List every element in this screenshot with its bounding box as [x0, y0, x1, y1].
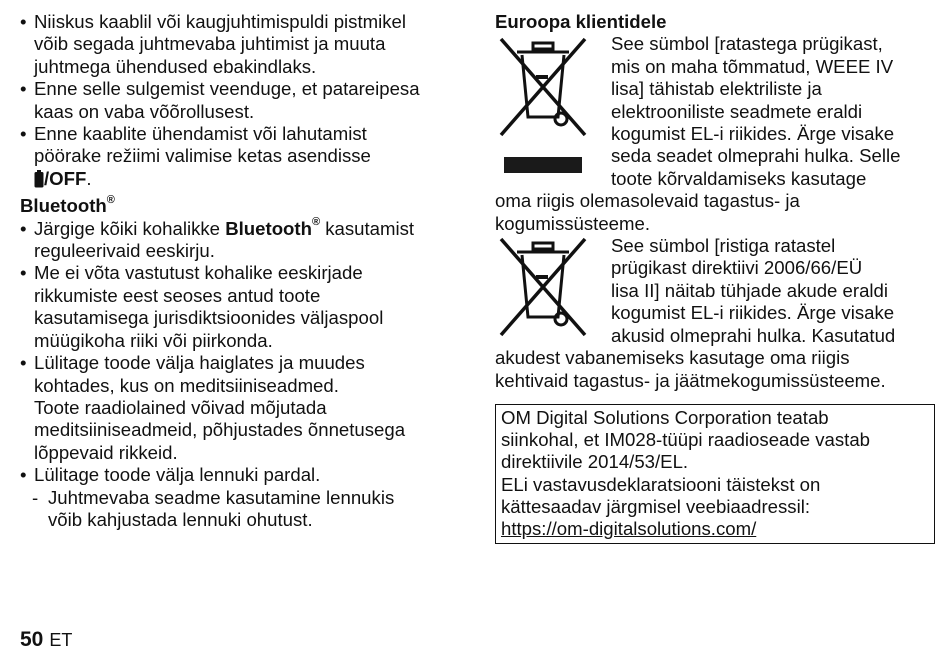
bt-text-line2: reguleerivaid eeskirju. — [34, 240, 215, 262]
bluetooth-bullet-item-line: Toote raadiolained võivad mõjutada — [34, 396, 327, 418]
battery-line: prügikast direktiivi 2006/66/EÜ — [611, 257, 863, 279]
bluetooth-bullet-item-line: kasutamisega jurisdiktsioonides väljaspool — [34, 307, 384, 329]
crossed-bin-icon — [495, 235, 591, 339]
weee-line: elektrooniliste seadmete eraldi — [611, 100, 863, 122]
bullet-item-line: kaas on vaba võõrollusest. — [34, 100, 255, 122]
bullet-bluetooth-rules — [20, 218, 470, 263]
section-heading: Euroopa klientidele — [495, 11, 667, 32]
weee-line: See sümbol [ratastega prügikast, — [611, 33, 883, 55]
declaration-text — [501, 407, 930, 518]
bt-text-bold — [225, 218, 320, 239]
declaration-line: ELi vastavusdeklaratsiooni täistekst on — [501, 473, 821, 495]
page-number: 50 — [20, 628, 44, 651]
battery-line: kogumist EL-i riikides. Ärge visake — [611, 302, 895, 324]
bullet-list-top — [20, 11, 470, 123]
battery-line: lisa II] näitab tühjade akude eraldi — [611, 279, 889, 301]
battery-text-continued — [495, 347, 935, 392]
weee-line: lisa] tähistab elektriliste ja — [611, 78, 822, 100]
weee-after-line: kogumissüsteeme. — [495, 212, 651, 234]
bullet-item-line: • Enne selle sulgemist veenduge, et patareipesa — [34, 78, 420, 100]
declaration-url-link[interactable]: https://om-digitalsolutions.com/ — [501, 517, 757, 539]
bluetooth-bullet-item-line: • Lülitage toode välja lennuki pardal. — [34, 464, 321, 486]
bluetooth-bullet-item — [20, 262, 470, 352]
bullet-item-line: võib segada juhtmevaba juhtimist ja muuta — [34, 33, 386, 55]
bluetooth-heading — [20, 195, 470, 217]
bluetooth-bullet-item-line: müügikoha riiki või piirkonda. — [34, 329, 273, 351]
battery-text — [611, 235, 935, 347]
weee-after-line: oma riigis olemasolevaid tagastus- ja — [495, 190, 800, 212]
bluetooth-bullet-item-line: • Lülitage toode välja haiglates ja muudes — [34, 352, 365, 374]
left-column — [20, 11, 470, 531]
right-column — [495, 11, 935, 544]
battery-line: akusid olmeprahi hulka. Kasutatud — [611, 324, 896, 346]
bluetooth-bullet-item — [20, 464, 470, 486]
dial-bullet-lines — [34, 123, 470, 168]
bluetooth-bullet-item-line: rikkumiste eest seoses antud toote — [34, 284, 321, 306]
registered-mark: ® — [106, 194, 115, 207]
page-footer — [20, 628, 72, 652]
bullet-item — [20, 78, 470, 123]
bluetooth-bullet-item-line: • Me ei võta vastutust kohalike eeskirjade — [34, 262, 363, 284]
dial-line: • Enne kaablite ühendamist või lahutamist — [34, 123, 367, 145]
bluetooth-heading-text: Bluetooth — [20, 195, 107, 217]
weee-line: kogumist EL-i riikides. Ärge visake — [611, 123, 895, 145]
battery-icon — [34, 170, 44, 188]
weee-line: toote kõrvaldamiseks kasutage — [611, 167, 867, 189]
bluetooth-bullet-item-line: meditsiiniseadmeid, põhjustades õnnetusega — [34, 419, 406, 441]
crossed-bin-icon — [495, 35, 591, 139]
bluetooth-bullet-item-line: lõppevaid rikkeid. — [34, 441, 178, 463]
battery-after-line: kehtivaid tagastus- ja jäätmekogumissüsteeme. — [495, 369, 886, 391]
declaration-line: kättesaadav järgmisel veebiaadressil: — [501, 495, 811, 517]
off-period: . — [86, 167, 92, 189]
bluetooth-bullet-list — [20, 262, 470, 486]
bluetooth-bullet-item-line: kohtades, kus on meditsiiniseadmed. — [34, 374, 339, 396]
declaration-box — [495, 404, 935, 544]
declaration-line: siinkohal, et IM028-tüüpi raadioseade vastab — [501, 429, 871, 451]
bullet-mode-dial — [20, 123, 470, 190]
battery-line: See sümbol [ristiga ratastel — [611, 235, 836, 257]
bt-bold-word: Bluetooth — [225, 217, 312, 239]
language-code: ET — [49, 630, 73, 650]
weee-block — [495, 33, 935, 190]
weee-line: seda seadet olmeprahi hulka. Selle — [611, 145, 901, 167]
battery-block — [495, 235, 935, 347]
weee-text — [611, 33, 935, 190]
dash-item — [20, 487, 470, 532]
registered-mark-inline: ® — [311, 216, 321, 229]
weee-line: mis on maha tõmmatud, WEEE IV — [611, 55, 894, 77]
bt-text-a: Järgige kõiki kohalikke — [34, 217, 226, 239]
bullet-item-line: • Niiskus kaablil või kaugjuhtimispuldi pistmikel — [34, 11, 407, 32]
declaration-line: OM Digital Solutions Corporation teatab — [501, 406, 829, 428]
battery-after-line: akudest vabanemiseks kasutage oma riigis — [495, 347, 850, 369]
bullet-item-line: juhtmega ühendused ebakindlaks. — [34, 55, 317, 77]
dial-line: pöörake režiimi valimise ketas asendisse — [34, 145, 371, 167]
bt-text-b: kasutamist — [320, 217, 415, 239]
dash-line: - Juhtmevaba seadme kasutamine lennukis — [48, 486, 395, 508]
declaration-line: direktiivile 2014/53/EL. — [501, 451, 689, 473]
bullet-item — [20, 11, 470, 78]
weee-text-continued — [495, 190, 935, 235]
black-bar-marker — [504, 157, 582, 173]
bluetooth-bullet-item — [20, 352, 470, 464]
dash-line: võib kahjustada lennuki ohutust. — [48, 508, 313, 530]
off-label: /OFF — [44, 167, 87, 189]
